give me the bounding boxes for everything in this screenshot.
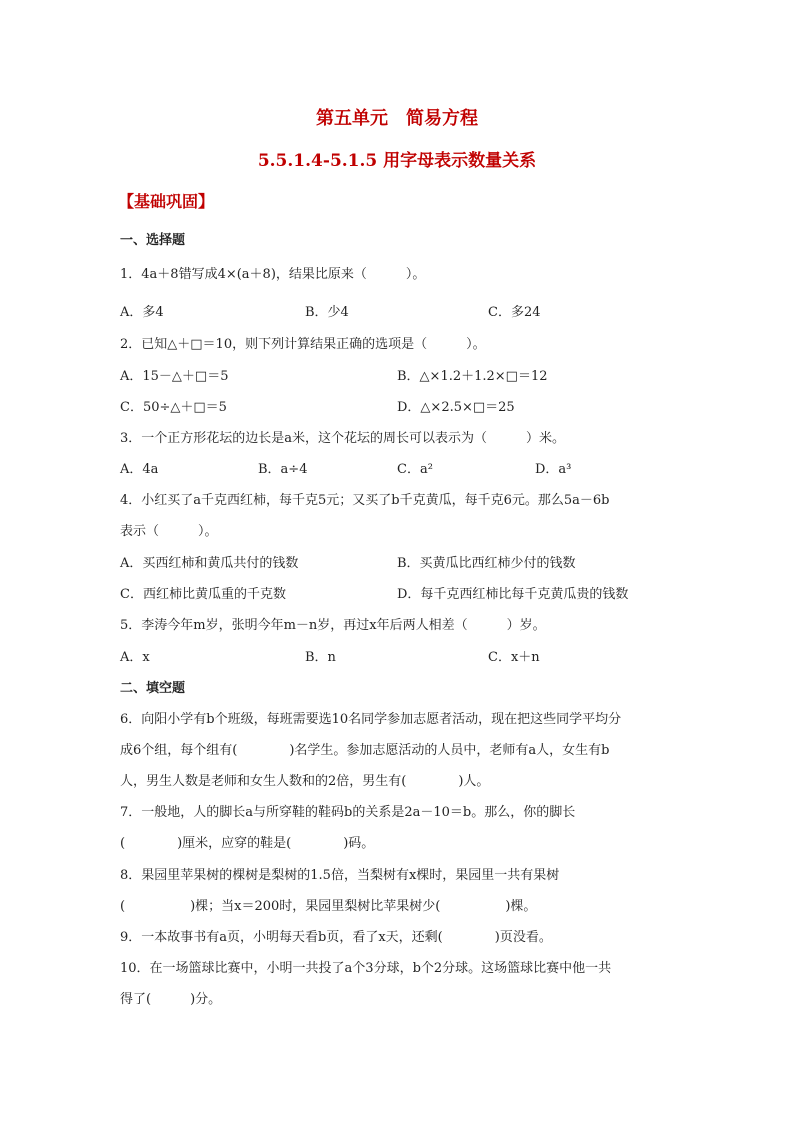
option-5c: C．x＋n (488, 650, 540, 665)
fill-line-6: 8．果园里苹果树的棵树是梨树的1.5倍，当梨树有x棵时，果园里一共有果树 (120, 868, 560, 883)
option-5a: A．x (120, 650, 150, 665)
option-2c: C．50÷△＋□＝5 (120, 400, 227, 415)
option-3b: B．a÷4 (258, 462, 308, 477)
part-heading-choice: 一、选择题 (120, 233, 186, 248)
question-1: 1．4a＋8错写成4×(a＋8)，结果比原来（ ）。 (120, 267, 426, 282)
option-1a: A．多4 (120, 305, 164, 320)
option-4d: D．每千克西红柿比每千克黄瓜贵的钱数 (397, 587, 629, 602)
section-label: 【基础巩固】 (118, 192, 215, 211)
question-3: 3．一个正方形花坛的边长是a米，这个花坛的周长可以表示为（ ）米。 (120, 431, 566, 446)
fill-line-5: ( )厘米，应穿的鞋是( )码。 (120, 836, 375, 851)
option-2b: B．△×1.2＋1.2×□＝12 (397, 369, 548, 384)
question-2: 2．已知△＋□＝10，则下列计算结果正确的选项是（ ）。 (120, 337, 486, 352)
part-heading-fill: 二、填空题 (120, 681, 186, 696)
page-title: 第五单元 简易方程 (316, 108, 478, 129)
fill-line-3: 人，男生人数是老师和女生人数和的2倍，男生有( )人。 (120, 774, 490, 789)
fill-line-9: 10．在一场篮球比赛中，小明一共投了a个3分球，b个2分球。这场篮球比赛中他一共 (120, 961, 612, 976)
option-1b: B．少4 (305, 305, 349, 320)
option-2d: D．△×2.5×□＝25 (397, 400, 515, 415)
fill-line-10: 得了( )分。 (120, 992, 222, 1007)
fill-line-1: 6．向阳小学有b个班级，每班需要选10名同学参加志愿者活动，现在把这些同学平均分 (120, 712, 622, 727)
option-1c: C．多24 (488, 305, 541, 320)
option-4b: B．买黄瓜比西红柿少付的钱数 (397, 556, 576, 571)
fill-line-7: ( )棵；当x＝200时，果园里梨树比苹果树少( )棵。 (120, 899, 537, 914)
option-3d: D．a³ (535, 462, 572, 477)
fill-line-2: 成6个组，每个组有( )名学生。参加志愿活动的人员中，老师有a人，女生有b (120, 743, 610, 758)
option-2a: A．15－△＋□＝5 (120, 369, 229, 384)
page-subtitle: 5.5.1.4-5.1.5 用字母表示数量关系 (257, 151, 537, 171)
question-4: 4．小红买了a千克西红柿，每千克5元；又买了b千克黄瓜，每千克6元。那么5a－6b (120, 493, 610, 508)
option-3c: C．a² (397, 462, 433, 477)
option-3a: A．4a (120, 462, 159, 477)
question-5: 5．李涛今年m岁，张明今年m－n岁，再过x年后两人相差（ ）岁。 (120, 618, 546, 633)
fill-line-8: 9．一本故事书有a页，小明每天看b页，看了x天，还剩( )页没看。 (120, 930, 552, 945)
question-4-cont: 表示（ ）。 (120, 524, 218, 539)
fill-line-4: 7．一般地，人的脚长a与所穿鞋的鞋码b的关系是2a－10＝b。那么，你的脚长 (120, 805, 576, 820)
option-4a: A．买西红柿和黄瓜共付的钱数 (120, 556, 299, 571)
option-4c: C．西红柿比黄瓜重的千克数 (120, 587, 286, 602)
option-5b: B．n (305, 650, 336, 665)
